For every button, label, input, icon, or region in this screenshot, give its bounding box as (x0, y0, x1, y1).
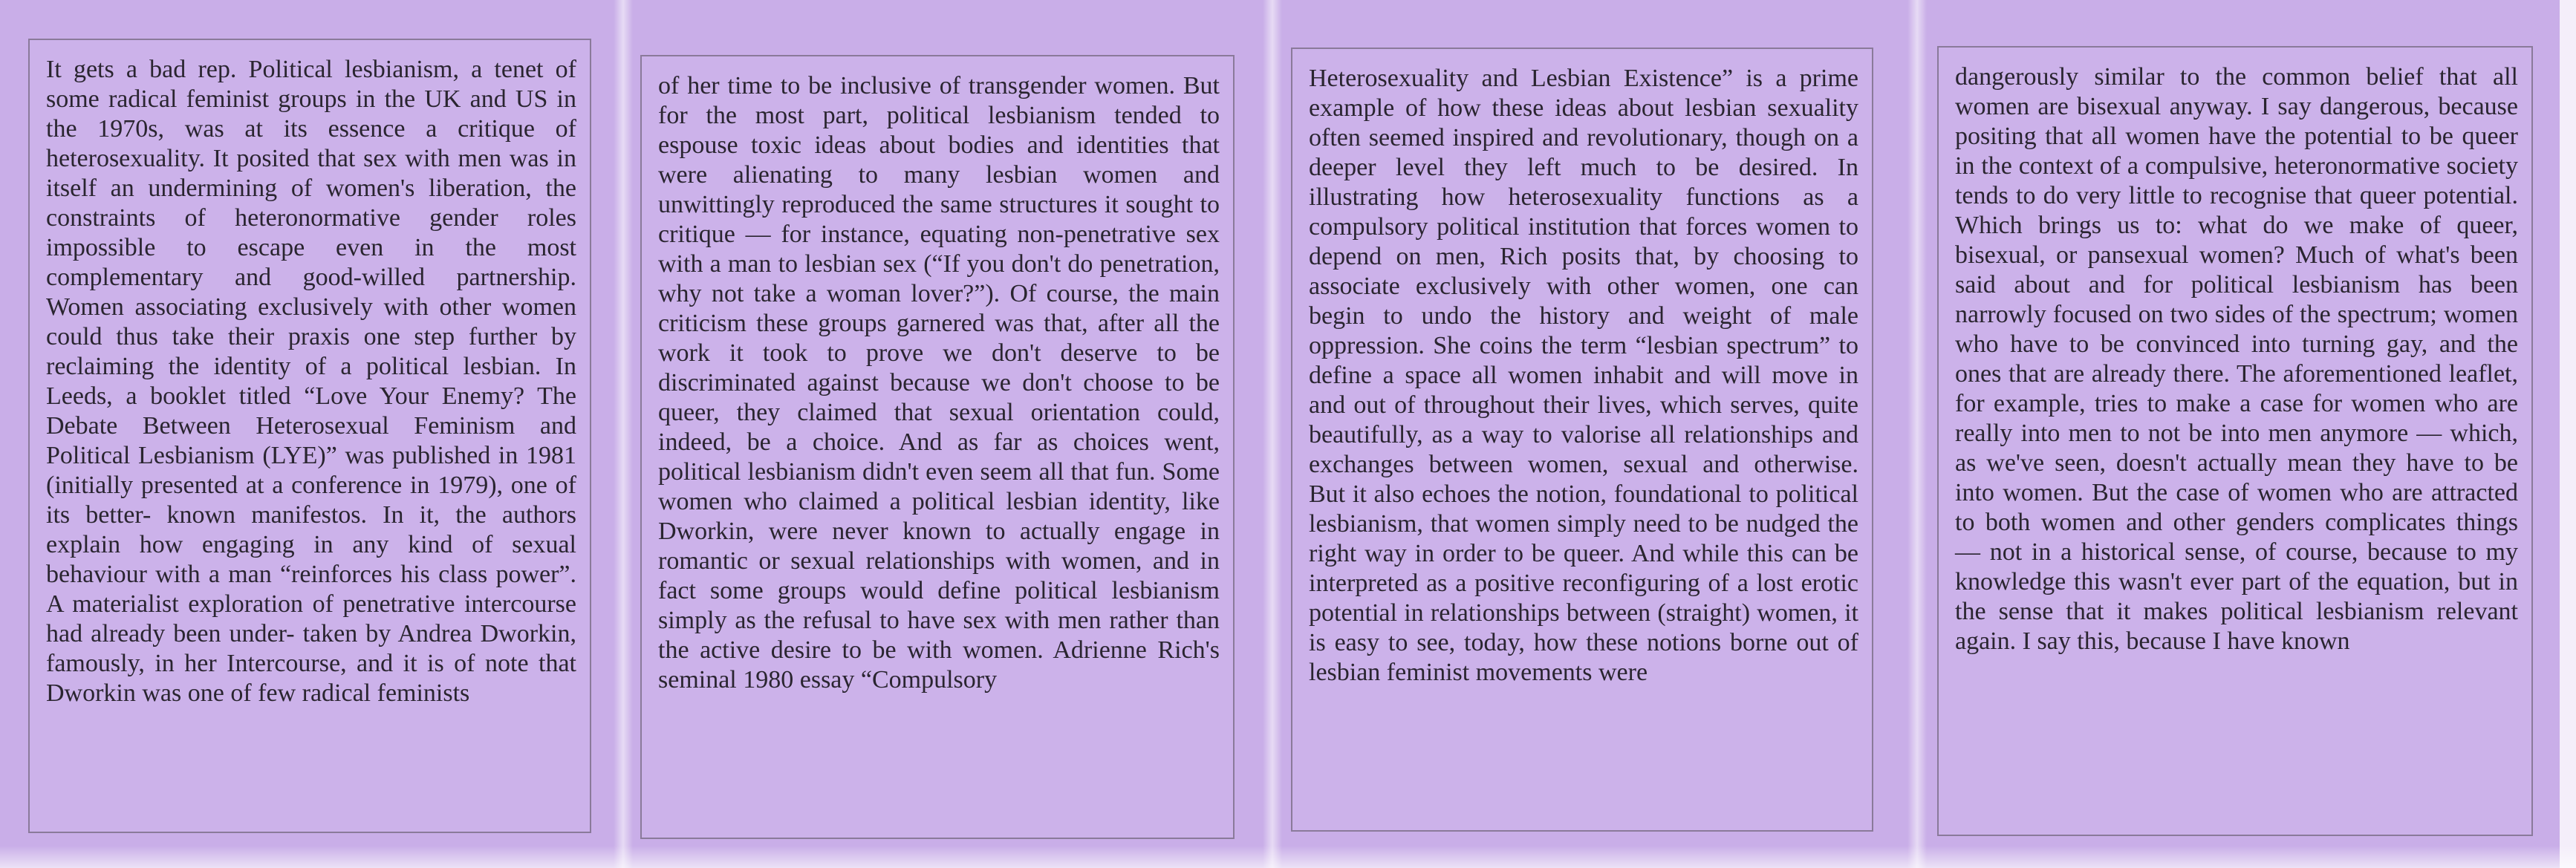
fold-line (1907, 0, 1927, 868)
text-panel-2 (640, 55, 1235, 839)
panel-4-text: dangerously similar to the common belief that all women are bisexual anyway. I say dangerous, because positing that all women have the potential to be queer in the context of a compulsive, heteronormative society tends to do very little to recognise that queer potential. Which brings us to: what do we make of queer, bisexual, or pansexual women? Much of what's been said about and for political lesbianism has been narrowly focused on two sides of the spectrum; women who have to be convinced into turning gay, and the ones that are already there. The aforementioned leaflet, for example, tries to make a case for women who are really into men to not be into men anymore — which, as we've seen, doesn't actually mean they have to be into women. But the case of women who are attracted to both women and other genders complicates things — not in a historical sense, of course, because to my knowledge this wasn't ever part of the equation, but in the sense that it makes political lesbianism relevant again. I say this, because I have known (1955, 63, 2518, 655)
paper-edge (0, 846, 2576, 868)
text-panel-1 (28, 39, 591, 833)
panel-1-text: It gets a bad rep. Political lesbianism, a tenet of some radical feminist groups in the UK and US in the 1970s, was at its essence a critique of heterosexuality. It posited that sex with men was in itself an undermining of women's liberation, the constraints of heteronormative gender roles impossible to escape even in the most complementary and good-willed partnership. Women associating exclusively with other women could thus take their praxis one step further by reclaiming the identity of a political lesbian. In Leeds, a booklet titled “Love Your Enemy? The Debate Between Heterosexual Feminism and Political Lesbianism (LYE)” was published in 1981 (initially presented at a conference in 1979), one of its better- known manifestos. In it, the authors explain how engaging in any kind of sexual behaviour with a man “reinforces his class power”. A materialist exploration of penetrative intercourse had already been under- taken by Andrea Dworkin, famously, in her Intercourse, and it is of note that Dworkin was one of few radical feminists (46, 56, 576, 707)
fold-line (614, 0, 633, 868)
fold-line (1263, 0, 1282, 868)
panel-3-text: Heterosexuality and Lesbian Existence” is a prime example of how these ideas about lesbian sexuality often seemed inspired and revolutionary, though on a deeper level they left much to be desired. In illustrating how heterosexuality functions as a compulsory political institution that forces women to depend on men, Rich posits that, by choosing to associate exclusively with other women, one can begin to undo the history and weight of male oppression. She coins the term “lesbian spectrum” to define a space all women inhabit and will move in and out of throughout their lives, which serves, quite beautifully, as a way to valorise all relationships and exchanges between women, sexual and otherwise. But it also echoes the notion, foundational to political lesbianism, that women simply need to be nudged the right way in order to be queer. And while this can be interpreted as a positive reconfiguring of a lost erotic potential in relationships between (straight) women, it is easy to see, today, how these notions borne out of lesbian feminist movements were (1309, 65, 1858, 686)
paper-edge (2560, 0, 2576, 868)
text-panel-4 (1937, 46, 2533, 836)
panel-2-text: of her time to be inclusive of transgender women. But for the most part, political lesbianism tended to espouse toxic ideas about bodies and identities that were alienating to many lesbian women and unwittingly reproduced the same structures it sought to critique — for instance, equating non-penetrative sex with a man to lesbian sex (“If you don't do penetration, why not take a woman lover?”). Of course, the main criticism these groups garnered was that, after all the work it took to prove we don't deserve to be discriminated against because we don't choose to be queer, they claimed that sexual orientation could, indeed, be a choice. And as far as choices went, political lesbianism didn't even seem all that fun. Some women who claimed a political lesbian identity, like Dworkin, were never known to actually engage in romantic or sexual relationships with women, and in fact some groups would define political lesbianism simply as the refusal to have sex with men rather than the active desire to be with women. Adrienne Rich's seminal 1980 essay “Compulsory (658, 72, 1220, 694)
text-panel-3 (1291, 48, 1873, 832)
